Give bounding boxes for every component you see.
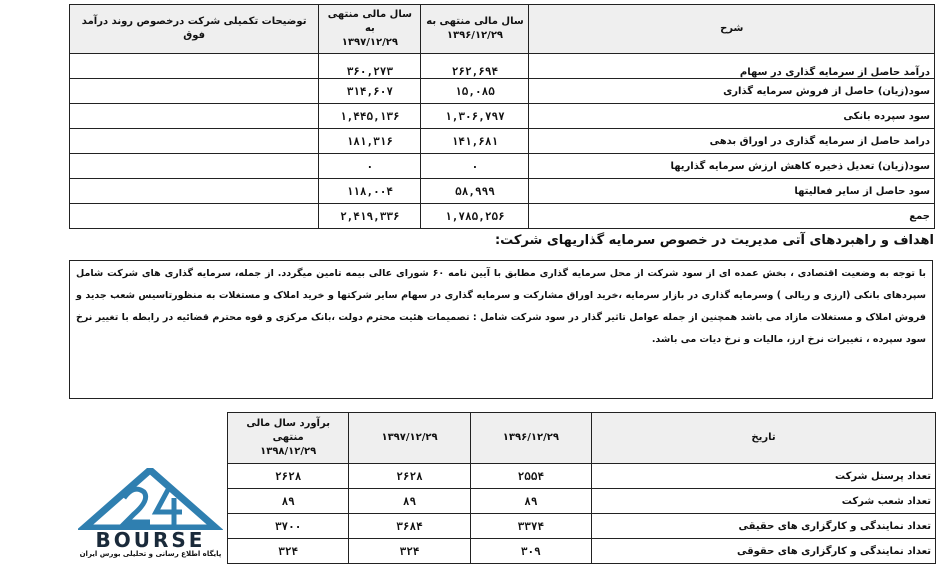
table-row	[70, 154, 935, 179]
row-label: جمع	[529, 204, 935, 229]
investment-income-table	[69, 4, 935, 229]
value-1396: ۵۸,۹۹۹	[421, 179, 529, 204]
header-notes: توضیحات تکمیلی شرکت درخصوص روند درآمد فوق	[70, 5, 319, 54]
value-1398: ۲۶۲۸	[228, 464, 349, 489]
row-notes	[70, 204, 319, 229]
row-notes	[70, 104, 319, 129]
value-1398: ۸۹	[228, 489, 349, 514]
row-label: تعداد شعب شرکت	[592, 489, 936, 514]
table-row	[70, 179, 935, 204]
value-1396: ۱,۳۰۶,۷۹۷	[421, 104, 529, 129]
bourse-emblem-icon	[78, 468, 223, 530]
staff-statistics-table	[227, 412, 936, 564]
row-label: سود(زیان) حاصل از فروش سرمایه گذاری	[529, 79, 935, 104]
management-strategy-box	[69, 260, 933, 399]
row-label: سود سپرده بانکی	[529, 104, 935, 129]
value-1397: ۳۱۴,۶۰۷	[319, 79, 421, 104]
value-1397: ۱,۴۴۵,۱۳۶	[319, 104, 421, 129]
row-label: درامد حاصل از سرمایه گذاری در اوراق بدهی	[529, 129, 935, 154]
header-title: تاریخ	[592, 413, 936, 464]
value-1398: ۳۷۰۰	[228, 514, 349, 539]
section-title: اهداف و راهبردهای آتی مدیریت در خصوص سرمایه گذاریهای شرکت:	[494, 233, 934, 248]
value-1397: ۰	[319, 154, 421, 179]
income-header-row	[70, 5, 935, 54]
logo-wordmark: BOURSE	[95, 528, 206, 552]
row-notes	[70, 79, 319, 104]
bourse-logo	[78, 468, 223, 560]
row-label: تعداد نمایندگی و کارگزاری های حقیقی	[592, 514, 936, 539]
value-1396: ۰	[421, 154, 529, 179]
value-1397: ۳۲۴	[349, 539, 470, 564]
row-label: سود(زیان) تعدیل ذخیره کاهش ارزش سرمایه گذاریها	[529, 154, 935, 179]
value-1396: ۳۳۷۴	[470, 514, 591, 539]
table-row	[228, 464, 936, 489]
header-year-1397: سال مالی منتهی به ۱۳۹۷/۱۲/۲۹	[319, 5, 421, 54]
table-row	[70, 79, 935, 104]
logo-tagline: پایگاه اطلاع رسانی و تحلیلی بورس ایران	[79, 550, 222, 558]
header-date-1396: ۱۳۹۶/۱۲/۲۹	[470, 413, 591, 464]
table-row	[228, 539, 936, 564]
row-notes	[70, 179, 319, 204]
row-notes	[70, 154, 319, 179]
value-1396: ۸۹	[470, 489, 591, 514]
row-label: سود حاصل از سایر فعالیتها	[529, 179, 935, 204]
value-1396: ۲۵۵۴	[470, 464, 591, 489]
table-row	[70, 129, 935, 154]
value-1397: ۳۶۰,۲۷۳	[319, 54, 421, 79]
row-label: تعداد پرسنل شرکت	[592, 464, 936, 489]
value-1396: ۳۰۹	[470, 539, 591, 564]
value-1397: ۲,۴۱۹,۳۳۶	[319, 204, 421, 229]
header-date-1397: ۱۳۹۷/۱۲/۲۹	[349, 413, 470, 464]
value-1397: ۸۹	[349, 489, 470, 514]
table-row	[228, 489, 936, 514]
value-1396: ۲۶۲,۶۹۴	[421, 54, 529, 79]
row-notes	[70, 129, 319, 154]
value-1396: ۱۵,۰۸۵	[421, 79, 529, 104]
value-1397: ۳۶۸۴	[349, 514, 470, 539]
header-year-1396: سال مالی منتهی به ۱۳۹۶/۱۲/۲۹	[421, 5, 529, 54]
value-1397: ۱۸۱,۳۱۶	[319, 129, 421, 154]
management-strategy-text: با توجه به وضعیت اقتصادی ، بخش عمده ای از سود شرکت از محل سرمایه گذاری مطابق با آیین نامه ۶۰ شورای عالی بیمه تامین میگردد. از جمله، سرمایه گذاری های شرکت شامل سپردهای بانکی (ارزی و ریالی ) وسرمایه گذاری در بازار سرمایه ،خرید اوراق مشارکت و سرمایه گذاری در سهام سایر شرکتها و خرید املاک و مستغلات به منظورتاسیس شعب جدید و فروش املاک و مستغلات مازاد می باشد همچنین از جمله عوامل تاثیر گذار در سود شرکت شامل : تصمیمات هئیت محترم دولت ،بانک مرکزی و قوه محترم قضائیه در رابطه با تغییر نرخ سود سپرده ، تغییرات نرخ ارز، مالیات و نرخ دیات می باشد.	[76, 268, 926, 345]
value-1396: ۱۴۱,۶۸۱	[421, 129, 529, 154]
table-row	[70, 104, 935, 129]
row-label: درآمد حاصل از سرمایه گذاری در سهام	[529, 54, 935, 79]
value-1396: ۱,۷۸۵,۲۵۶	[421, 204, 529, 229]
header-estimate-1398: برآورد سال مالی منتهی ۱۳۹۸/۱۲/۲۹	[228, 413, 349, 464]
total-row	[70, 204, 935, 229]
table-row	[228, 514, 936, 539]
row-notes	[70, 54, 319, 79]
value-1398: ۳۲۴	[228, 539, 349, 564]
staff-header-row	[228, 413, 936, 464]
table-row	[70, 54, 935, 79]
header-description: شرح	[529, 5, 935, 54]
value-1397: ۲۶۲۸	[349, 464, 470, 489]
row-label: تعداد نمایندگی و کارگزاری های حقوقی	[592, 539, 936, 564]
value-1397: ۱۱۸,۰۰۴	[319, 179, 421, 204]
